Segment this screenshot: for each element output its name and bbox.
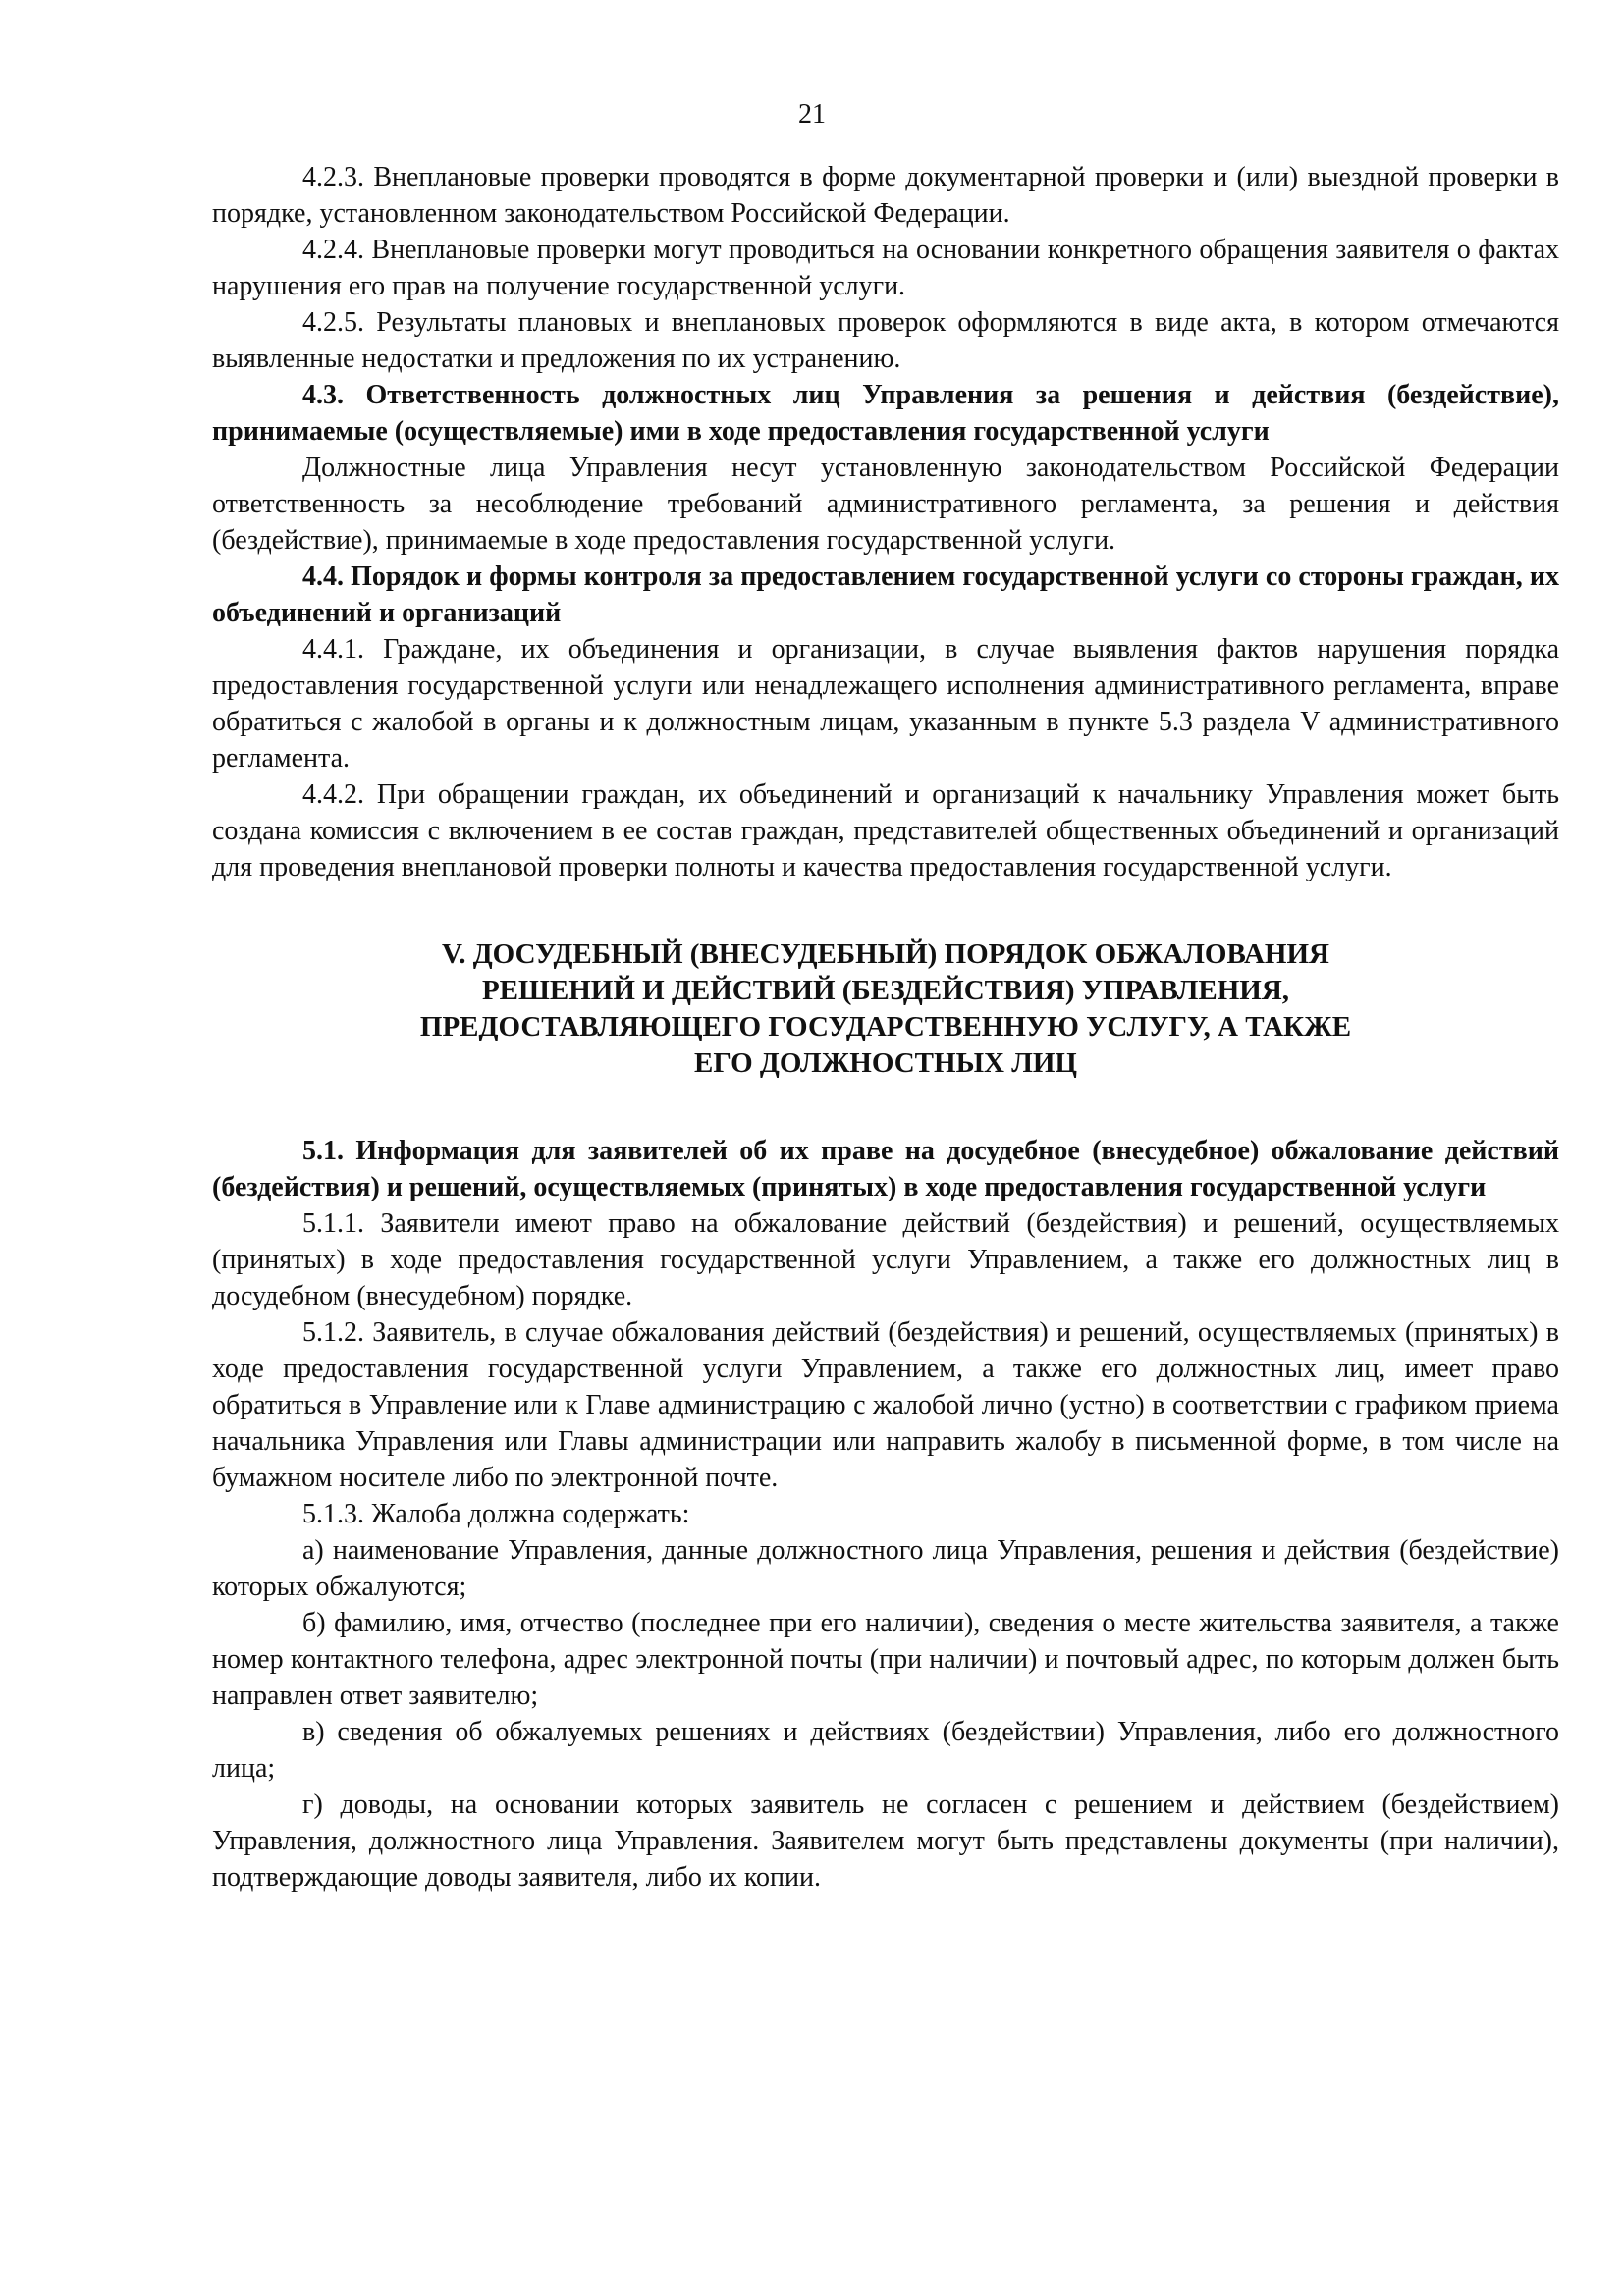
section-4-3-text: Должностные лица Управления несут установленную законодательством Российской Федерации ответственность за несоблюдение требований административного регламента, за решения и действия (бездействие), принимаемые в ходе предоставления государственной услуги.	[212, 453, 1559, 556]
paragraph-4-4-1: 4.4.1. Граждане, их объединения и организации, в случае выявления фактов нарушения порядка предоставления государственной услуги или ненадлежащего исполнения административного регламента, вправе обратиться с жалобой в органы и к должностным лицам, указанным в пункте 5.3 раздела V административного регламента.	[212, 634, 1559, 774]
list-item-a: а) наименование Управления, данные должностного лица Управления, решения и действия (бездействие) которых обжалуются;	[212, 1535, 1559, 1602]
page-number: 21	[798, 99, 826, 130]
section-v-heading-line: РЕШЕНИЙ И ДЕЙСТВИЙ (БЕЗДЕЙСТВИЯ) УПРАВЛЕНИЯ,	[481, 975, 1290, 1006]
paragraph-4-2-4: 4.2.4. Внеплановые проверки могут проводиться на основании конкретного обращения заявителя о фактах нарушения его прав на получение государственной услуги.	[212, 235, 1559, 301]
section-4-3-heading: 4.3. Ответственность должностных лиц Управления за решения и действия (бездействие), принимаемые (осуществляемые) ими в ходе предоставления государственной услуги	[212, 380, 1559, 447]
section-5-1-heading: 5.1. Информация для заявителей об их праве на досудебное (внесудебное) обжалование действий (бездействия) и решений, осуществляемых (принятых) в ходе предоставления государственной услуги	[212, 1136, 1559, 1202]
section-v-heading-line: ЕГО ДОЛЖНОСТНЫХ ЛИЦ	[694, 1047, 1077, 1079]
paragraph-5-1-2: 5.1.2. Заявитель, в случае обжалования действий (бездействия) и решений, осуществляемых (принятых) в ходе предоставления государственной услуги Управлением, а также его должностных лиц, имеет право обратиться в Управление или к Главе администрацию с жалобой лично (устно) в соответствии с графиком приема начальника Управления или Главы администрации или направить жалобу в письменной форме, в том числе на бумажном носителе либо по электронной почте.	[212, 1317, 1559, 1493]
paragraph-4-2-3: 4.2.3. Внеплановые проверки проводятся в форме документарной проверки и (или) выездной проверки в порядке, установленном законодательством Российской Федерации.	[212, 162, 1559, 229]
section-v-heading	[212, 936, 1559, 1082]
list-item-v: в) сведения об обжалуемых решениях и действиях (бездействии) Управления, либо его должностного лица;	[212, 1717, 1559, 1784]
paragraph-4-4-2: 4.4.2. При обращении граждан, их объединений и организаций к начальнику Управления может быть создана комиссия с включением в ее состав граждан, представителей общественных объединений и организаций для проведения внеплановой проверки полноты и качества предоставления государственной услуги.	[212, 779, 1559, 882]
paragraph-5-1-3: 5.1.3. Жалоба должна содержать:	[302, 1499, 690, 1529]
list-item-g: г) доводы, на основании которых заявитель не согласен с решением и действием (бездействием) Управления, должностного лица Управления. Заявителем могут быть представлены документы (при наличии), подтверждающие доводы заявителя, либо их копии.	[212, 1789, 1559, 1893]
list-item-b: б) фамилию, имя, отчество (последнее при его наличии), сведения о месте жительства заявителя, а также номер контактного телефона, адрес электронной почты (при наличии) и почтовый адрес, по которым должен быть направлен ответ заявителю;	[212, 1608, 1559, 1711]
paragraph-5-1-1: 5.1.1. Заявители имеют право на обжалование действий (бездействия) и решений, осуществляемых (принятых) в ходе предоставления государственной услуги Управлением, а также его должностных лиц в досудебном (внесудебном) порядке.	[212, 1208, 1559, 1311]
paragraph-4-2-5: 4.2.5. Результаты плановых и внеплановых проверок оформляются в виде акта, в котором отмечаются выявленные недостатки и предложения по их устранению.	[212, 307, 1559, 374]
page-body	[212, 159, 1559, 1896]
section-v-heading-line: V. ДОСУДЕБНЫЙ (ВНЕСУДЕБНЫЙ) ПОРЯДОК ОБЖАЛОВАНИЯ	[442, 938, 1329, 970]
section-4-4-heading: 4.4. Порядок и формы контроля за предоставлением государственной услуги со стороны граждан, их объединений и организаций	[212, 561, 1559, 628]
section-v-heading-line: ПРЕДОСТАВЛЯЮЩЕГО ГОСУДАРСТВЕННУЮ УСЛУГУ, А ТАКЖЕ	[419, 1011, 1352, 1042]
